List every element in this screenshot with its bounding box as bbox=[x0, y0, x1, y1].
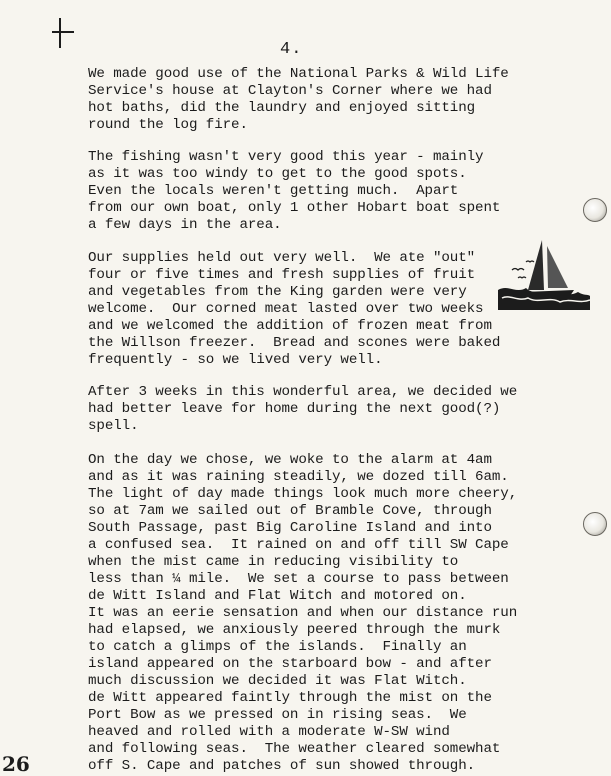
text-line: Port Bow as we pressed on in rising seas. We bbox=[88, 707, 467, 723]
text-line: to catch a glimps of the islands. Finally an bbox=[88, 639, 467, 655]
text-line: welcome. Our corned meat lasted over two weeks bbox=[88, 301, 484, 317]
paragraph bbox=[88, 66, 509, 134]
text-line: The light of day made things look much more cheery, bbox=[88, 486, 518, 502]
text-line: had better leave for home during the next good(?) bbox=[88, 401, 501, 417]
text-line: South Passage, past Big Caroline Island and into bbox=[88, 520, 492, 536]
text-line: and as it was raining steadily, we dozed till 6am. bbox=[88, 469, 509, 485]
text-line: de Witt appeared faintly through the mist on the bbox=[88, 690, 492, 706]
text-line: the Willson freezer. Bread and scones were baked bbox=[88, 335, 501, 351]
text-line: as it was too windy to get to the good spots. bbox=[88, 166, 467, 182]
text-line: On the day we chose, we woke to the alarm at 4am bbox=[88, 452, 492, 468]
text-line: island appeared on the starboard bow - and after bbox=[88, 656, 492, 672]
sailboat-illustration bbox=[498, 232, 590, 312]
text-line: hot baths, did the laundry and enjoyed sitting bbox=[88, 100, 476, 116]
punch-hole bbox=[583, 198, 607, 222]
text-line: when the mist came in reducing visibility to bbox=[88, 554, 459, 570]
text-line: Service's house at Clayton's Corner where we had bbox=[88, 83, 492, 99]
text-line: much discussion we decided it was Flat Witch. bbox=[88, 673, 467, 689]
text-line: It was an eerie sensation and when our distance run bbox=[88, 605, 518, 621]
text-line: round the log fire. bbox=[88, 117, 248, 133]
paragraph bbox=[88, 250, 500, 369]
text-line: less than ¼ mile. We set a course to pass between bbox=[88, 571, 509, 587]
text-line: spell. bbox=[88, 418, 139, 434]
text-line: de Witt Island and Flat Witch and motored on. bbox=[88, 588, 467, 604]
text-line: from our own boat, only 1 other Hobart boat spent bbox=[88, 200, 501, 216]
margin-note: 26 bbox=[2, 752, 30, 776]
corner-mark bbox=[52, 18, 76, 48]
text-line: a confused sea. It rained on and off till SW Cape bbox=[88, 537, 509, 553]
text-line: frequently - so we lived very well. bbox=[88, 352, 383, 368]
text-line: four or five times and fresh supplies of fruit bbox=[88, 267, 476, 283]
text-line: off S. Cape and patches of sun showed through. bbox=[88, 758, 476, 774]
text-line: and we welcomed the addition of frozen meat from bbox=[88, 318, 492, 334]
text-line: After 3 weeks in this wonderful area, we decided we bbox=[88, 384, 518, 400]
text-line: had elapsed, we anxiously peered through the murk bbox=[88, 622, 501, 638]
paragraph bbox=[88, 149, 500, 234]
text-line: Even the locals weren't getting much. Apart bbox=[88, 183, 459, 199]
text-line: so at 7am we sailed out of Bramble Cove, through bbox=[88, 503, 492, 519]
paragraph bbox=[88, 384, 517, 435]
text-line: The fishing wasn't very good this year - mainly bbox=[88, 149, 484, 165]
text-line: We made good use of the National Parks & Wild Life bbox=[88, 66, 509, 82]
paragraph bbox=[88, 452, 517, 775]
text-line: Our supplies held out very well. We ate "out" bbox=[88, 250, 476, 266]
page-number: 4. bbox=[280, 40, 303, 59]
text-line: and following seas. The weather cleared somewhat bbox=[88, 741, 501, 757]
text-line: and vegetables from the King garden were very bbox=[88, 284, 467, 300]
punch-hole bbox=[583, 512, 607, 536]
text-line: a few days in the area. bbox=[88, 217, 282, 233]
text-line: heaved and rolled with a moderate W-SW wind bbox=[88, 724, 450, 740]
